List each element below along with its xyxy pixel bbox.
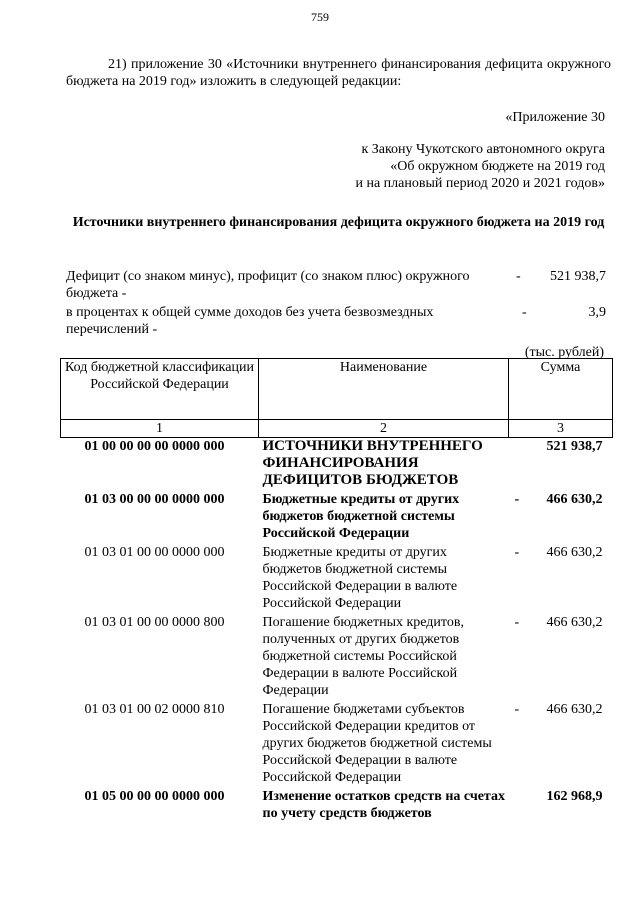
- appendix-title: «Приложение 30: [505, 110, 605, 125]
- header-code: Код бюджетной классификации Российской Федерации: [61, 359, 259, 420]
- row-name: Изменение остатков средств на счетах по учету средств бюджетов: [262, 789, 505, 821]
- row-amount: [509, 438, 613, 492]
- row-amount-value: 466 630,2: [546, 615, 603, 630]
- deficit-label: Дефицит (со знаком минус), профицит (со знаком плюс) окружного бюджета -: [66, 269, 470, 301]
- row-code: 01 03 01 00 02 0000 810: [84, 702, 225, 717]
- row-code: 01 00 00 00 00 0000 000: [84, 439, 225, 454]
- appendix-law-line: «Об окружном бюджете на 2019 год: [390, 159, 605, 174]
- table-row: [61, 614, 613, 701]
- row-code: 01 03 01 00 00 0000 000: [84, 545, 225, 560]
- row-amount-value: 162 968,9: [546, 789, 603, 804]
- table-row: [61, 788, 613, 824]
- header-name: Наименование: [259, 359, 509, 420]
- column-number: 1: [61, 420, 259, 438]
- page-number: 759: [311, 10, 329, 24]
- units-label: (тыс. рублей): [524, 345, 604, 360]
- row-dash: -: [514, 615, 520, 630]
- row-name: Бюджетные кредиты от других бюджетов бюджетной системы Российской Федерации: [262, 492, 460, 541]
- row-name: ИСТОЧНИКИ ВНУТРЕННЕГО ФИНАНСИРОВАНИЯ ДЕФИЦИТОВ БЮДЖЕТОВ: [262, 438, 483, 488]
- row-code: 01 03 00 00 00 0000 000: [84, 492, 225, 507]
- table-row: [61, 701, 613, 788]
- row-code: 01 05 00 00 00 0000 000: [84, 789, 225, 804]
- row-dash: -: [514, 545, 520, 560]
- financing-sources-table: [60, 358, 613, 824]
- row-amount-value: 466 630,2: [546, 492, 603, 507]
- table-row: [61, 438, 613, 492]
- deficit-percent-label: в процентах к общей сумме доходов без учета безвозмездных перечислений -: [66, 305, 434, 337]
- document-title: Источники внутреннего финансирования дефицита окружного бюджета на 2019 год: [72, 215, 605, 230]
- table-row: [61, 544, 613, 614]
- appendix-law-line: к Закону Чукотского автономного округа: [361, 142, 605, 157]
- column-number: 3: [509, 420, 613, 438]
- row-name: Погашение бюджетных кредитов, полученных от других бюджетов бюджетной системы Российской Федерации в валюте Российской Федерации: [262, 615, 464, 698]
- row-amount-value: 521 938,7: [546, 439, 603, 454]
- row-amount: [509, 788, 613, 824]
- row-name: Бюджетные кредиты от других бюджетов бюджетной системы Российской Федерации в валюте Российской Федерации: [262, 545, 458, 611]
- row-code: 01 03 01 00 00 0000 800: [84, 615, 225, 630]
- row-amount: [509, 701, 613, 788]
- column-number: 2: [259, 420, 509, 438]
- appendix-law-line: и на плановый период 2020 и 2021 годов»: [355, 176, 605, 191]
- deficit-percent-row: [66, 304, 606, 338]
- row-name: Погашение бюджетами субъектов Российской Федерации кредитов от других бюджетов бюджетной системы Российской Федерации в валюте Российской Федерации: [262, 702, 492, 785]
- deficit-summary-row: [66, 268, 606, 302]
- column-number-row: [61, 420, 613, 438]
- row-amount-value: 466 630,2: [546, 702, 603, 717]
- deficit-dash: -: [516, 269, 521, 284]
- table-header-row: [61, 359, 613, 420]
- header-amount: Сумма: [509, 359, 613, 420]
- row-amount: [509, 491, 613, 544]
- intro-paragraph: 21) приложение 30 «Источники внутреннего финансирования дефицита окружного бюджета на 2019 год» изложить в следующей редакции:: [66, 57, 611, 89]
- row-dash: -: [514, 492, 520, 507]
- row-amount-value: 466 630,2: [546, 545, 603, 560]
- deficit-percent-value: 3,9: [588, 305, 606, 320]
- row-dash: -: [514, 702, 520, 717]
- deficit-value: 521 938,7: [550, 269, 606, 284]
- appendix-law-reference: [355, 141, 605, 192]
- row-amount: [509, 614, 613, 701]
- deficit-percent-dash: -: [522, 305, 527, 320]
- table-row: [61, 491, 613, 544]
- row-amount: [509, 544, 613, 614]
